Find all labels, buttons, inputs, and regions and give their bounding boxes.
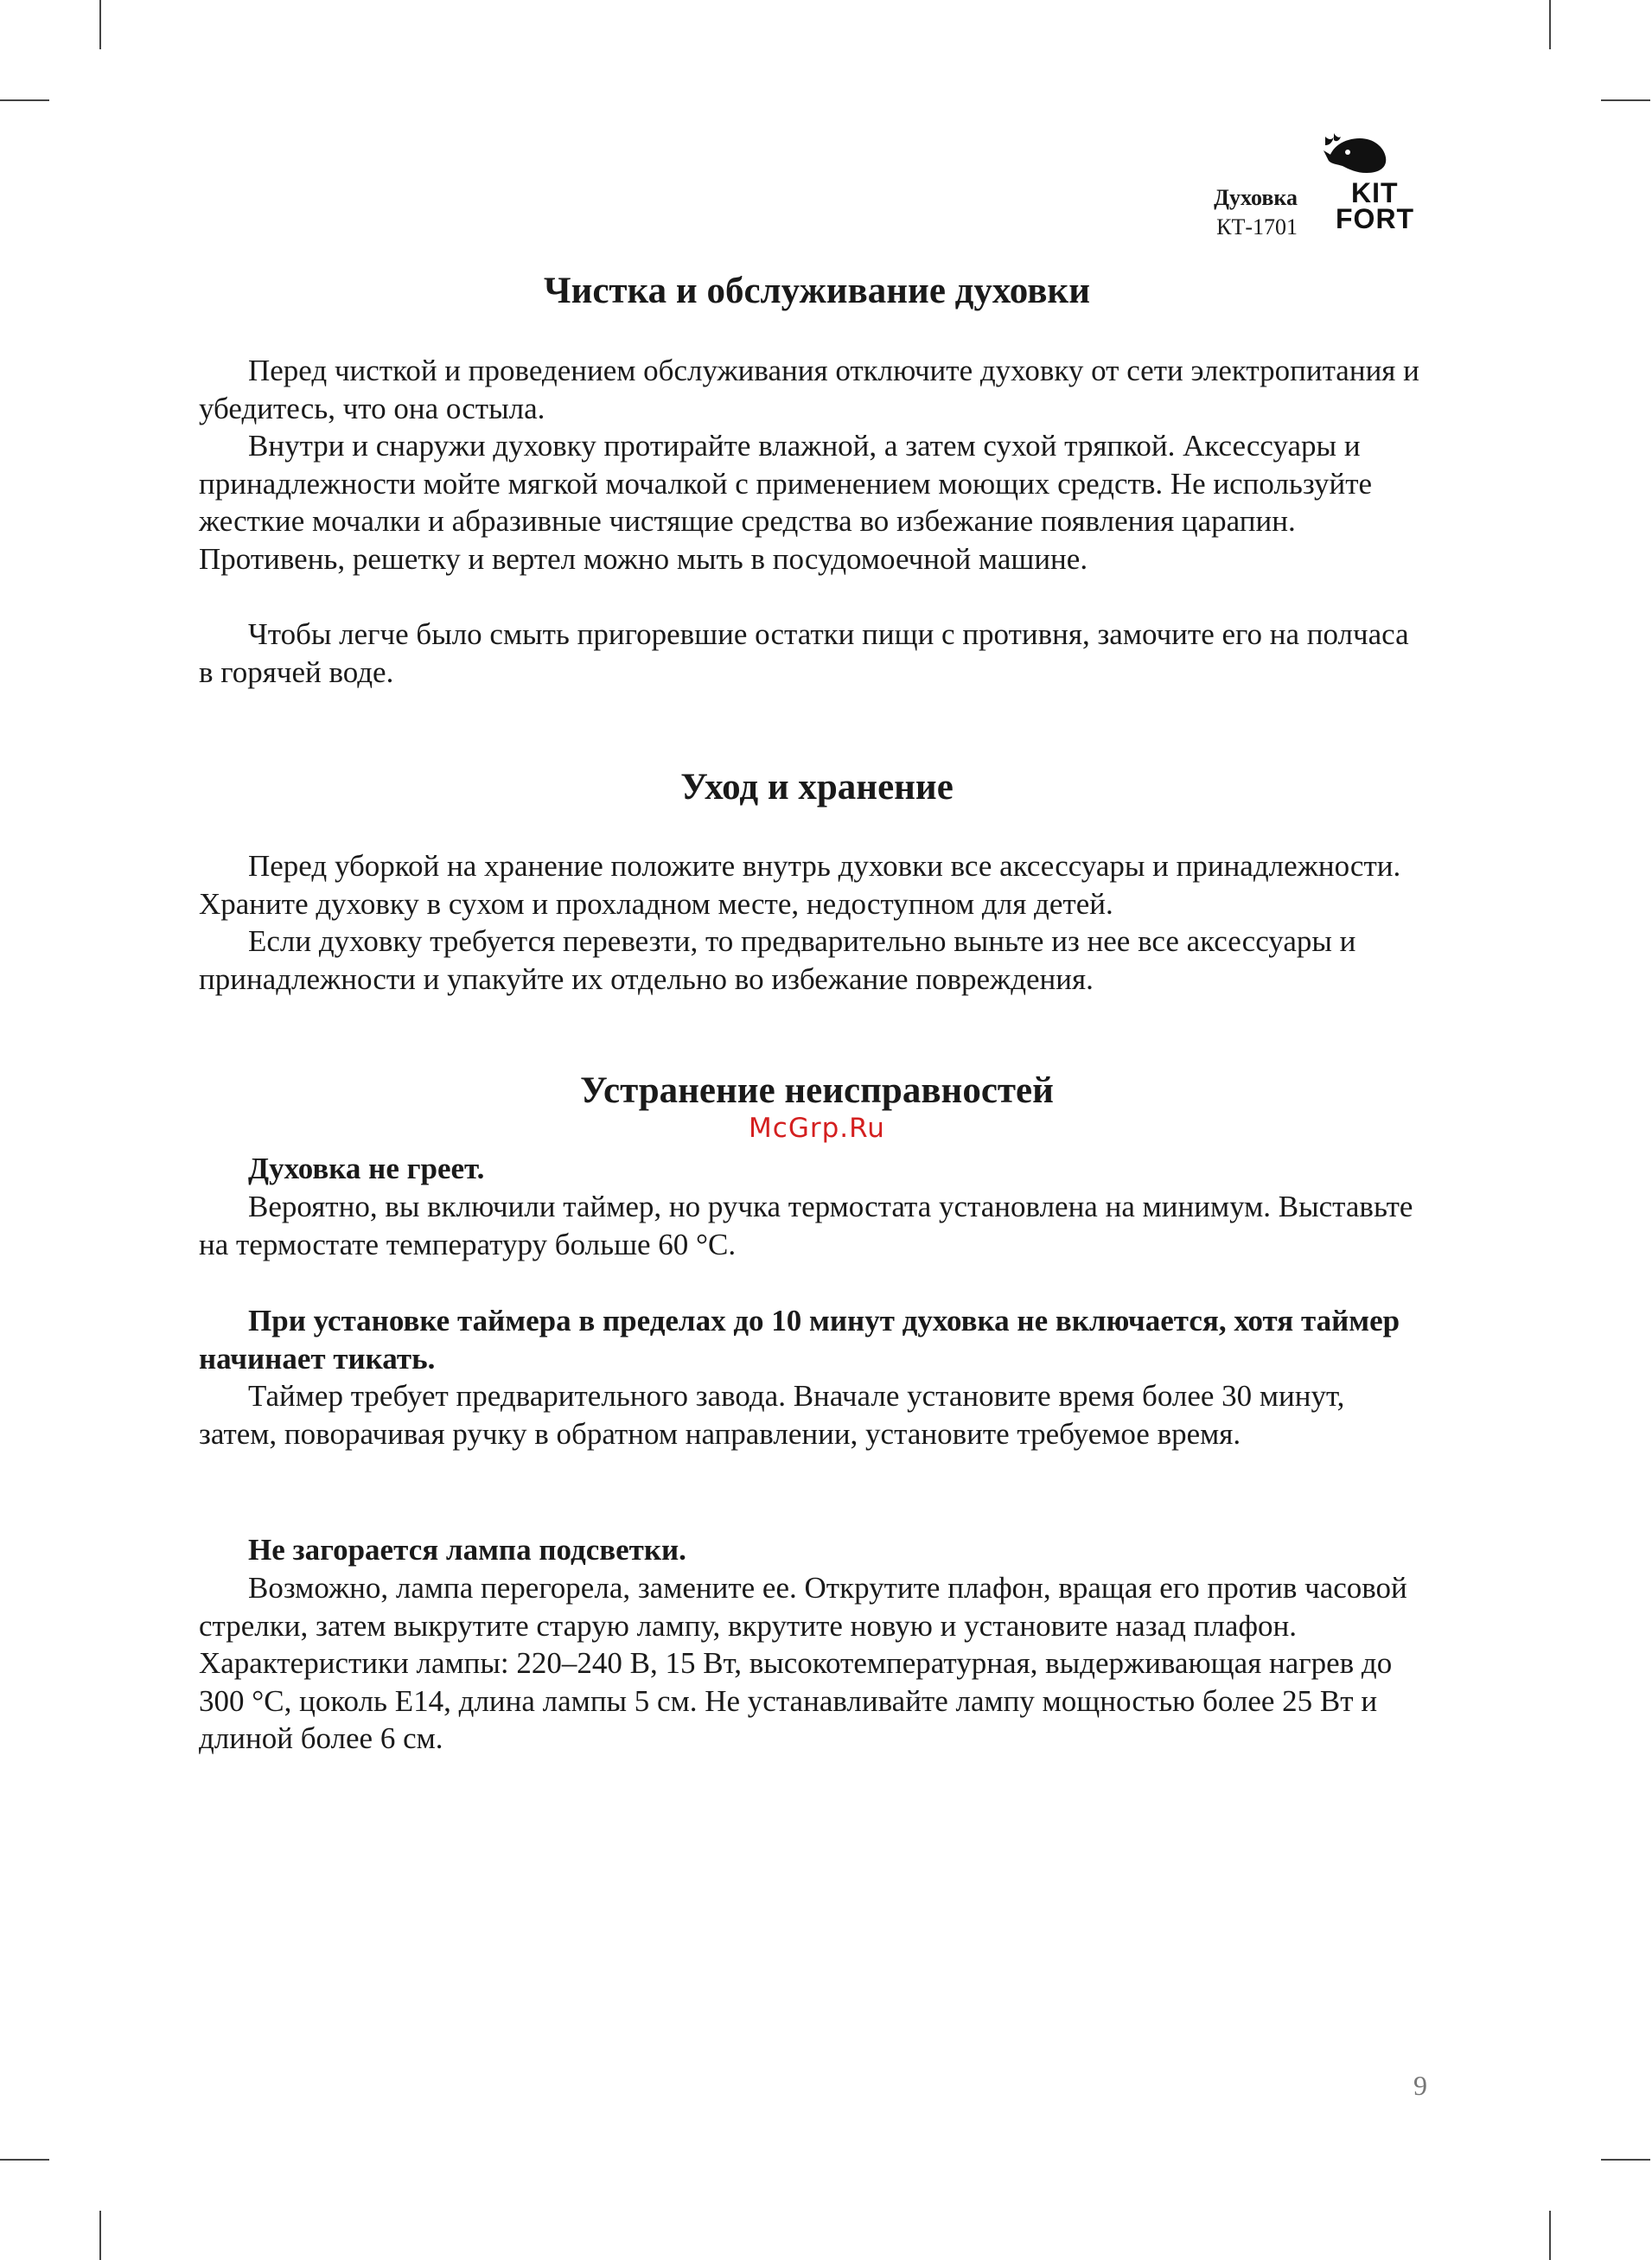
crop-mark (0, 99, 49, 101)
issue-1-title: Духовка не греет. (248, 1152, 485, 1185)
storage-paragraph-1: Перед уборкой на хранение положите внутрь духовки все аксессуары и принадлежности. Храните духовку в сухом и прохладном месте, недоступном для детей. (199, 849, 1401, 921)
issue-2-text: Таймер требует предварительного завода. Вначале установите время более 30 минут, затем, поворачивая ручку в обратном направлении, установите требуемое время. (199, 1379, 1345, 1451)
cleaning-paragraph-3: Чтобы легче было смыть пригоревшие остатки пищи с противня, замочите его на полчаса в горячей воде. (199, 617, 1409, 689)
section-title-cleaning: Чистка и обслуживание духовки (544, 271, 1090, 311)
crop-mark (99, 2211, 101, 2260)
crop-mark (99, 0, 101, 49)
section-title-troubleshooting: Устранение неисправностей (580, 1070, 1054, 1111)
crop-mark (1549, 0, 1551, 49)
issue-1-text: Вероятно, вы включили таймер, но ручка термостата установлена на минимум. Выставьте на термостате температуру больше 60 °С. (199, 1190, 1413, 1261)
issue-2-title: При установке таймера в пределах до 10 минут духовка не включается, хотя таймер начинает тикать. (199, 1304, 1400, 1376)
logo-word-fort: FORT (1336, 203, 1415, 234)
issue-3-title: Не загорается лампа подсветки. (248, 1533, 686, 1567)
logo-word-kit: KIT (1351, 177, 1399, 208)
storage-paragraph-2: Если духовку требуется перевезти, то предварительно выньте из нее все аксессуары и принадлежности и упакуйте их отдельно во избежание повреждения. (199, 924, 1356, 996)
whale-icon (1324, 131, 1389, 178)
header-model-info (1214, 183, 1298, 242)
crop-mark (1601, 99, 1650, 101)
crop-mark (1549, 2211, 1551, 2260)
kitfort-logo (1322, 131, 1443, 232)
cleaning-paragraph-1: Перед чисткой и проведением обслуживания отключите духовку от сети электропитания и убедитесь, что она остыла. (199, 354, 1419, 425)
section-title-storage: Уход и хранение (680, 767, 954, 808)
cleaning-paragraph-2: Внутри и снаружи духовку протирайте влажной, а затем сухой тряпкой. Аксессуары и принадлежности мойте мягкой мочалкой с применением моющих средств. Не используйте жесткие мочалки и абразивные чистящие средства во избежание появления царапин. Противень, решетку и вертел можно мыть в посудомоечной машине. (199, 429, 1373, 576)
page-number: 9 (1413, 2070, 1427, 2101)
watermark: McGrp.Ru (749, 1113, 885, 1144)
issue-3-text: Возможно, лампа перегорела, замените ее. Открутите плафон, вращая его против часовой стрелки, затем выкрутите старую лампу, вкрутите новую и установите назад плафон. Характеристики лампы: 220–240 В, 15 Вт, высокотемпературная, выдерживающая нагрев до 300 °С, цоколь Е14, длина лампы 5 см. Не устанавливайте лампу мощностью более 25 Вт и длиной более 6 см. (199, 1571, 1407, 1755)
crop-mark (1601, 2159, 1650, 2161)
product-name: Духовка (1214, 185, 1298, 210)
crop-mark (0, 2159, 49, 2161)
model-number: КТ-1701 (1216, 214, 1298, 239)
